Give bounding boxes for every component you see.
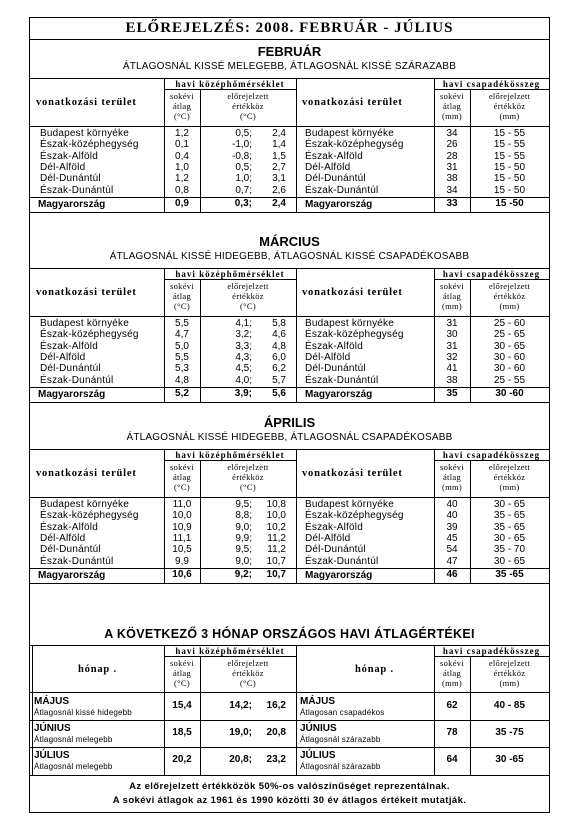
group-header-line — [164, 460, 296, 461]
temp-range-low: -1,0; — [231, 139, 252, 151]
col-divider — [296, 645, 297, 775]
summary-temp-range-low: 14,2; — [229, 700, 252, 711]
col-divider — [470, 656, 471, 775]
summary-temp-desc: Átlagosnál melegebb — [34, 762, 113, 771]
temp-range-low: 4,0; — [235, 374, 252, 386]
precip-avg-header-line: átlag — [442, 101, 462, 111]
temp-region: Észak-középhegység — [40, 510, 139, 522]
temp-range-low: 0,5; — [235, 128, 252, 139]
precip-total-avg: 35 — [446, 387, 458, 399]
precip-range: 30 - 65 — [493, 340, 526, 352]
precip-avg: 54 — [446, 544, 458, 556]
temp-group-header: havi középhőmérséklet — [175, 450, 285, 460]
precip-region: Észak-középhegység — [305, 139, 404, 151]
temp-range-high: 2,7 — [272, 161, 286, 173]
temp-range-high: 1,5 — [272, 150, 286, 162]
table-header-line — [30, 316, 549, 317]
summary-precip-range: 35 -75 — [495, 727, 524, 738]
precip-region: Dél-Alföld — [305, 161, 351, 173]
temp-avg-header-line: átlag — [172, 668, 192, 678]
temp-group-header: havi középhőmérséklet — [175, 646, 285, 656]
temp-avg-header-line: (°C) — [174, 111, 190, 121]
temp-avg: 4,8 — [175, 374, 189, 386]
precip-range-header-line: értékköz — [493, 291, 526, 301]
temp-range-high: 5,7 — [272, 374, 286, 386]
precip-range: 25 - 65 — [493, 329, 526, 341]
precip-avg: 38 — [446, 173, 458, 185]
precip-range: 15 - 50 — [493, 161, 526, 173]
area-header: vonatkozási terület — [36, 468, 137, 479]
summary-row-line — [30, 720, 549, 721]
summary-precip-avg: 64 — [446, 754, 458, 765]
month-description: ÁTLAGOSNÁL KISSÉ HIDEGEBB, ÁTLAGOSNÁL KISSÉ CSAPADÉKOSABB — [109, 251, 470, 262]
temp-range-header-line: értékköz — [232, 291, 264, 301]
temp-total-range-high: 10,7 — [266, 568, 286, 580]
precip-total-region: Magyarország — [305, 388, 373, 400]
precip-range: 15 - 55 — [493, 150, 526, 162]
temp-avg: 11,1 — [172, 532, 192, 544]
precip-range: 25 - 60 — [493, 318, 526, 329]
temp-avg: 0,8 — [175, 184, 189, 196]
precip-avg: 26 — [446, 139, 458, 151]
group-header-line — [434, 460, 549, 461]
temp-range-header-line: (°C) — [240, 482, 256, 492]
temp-region: Észak-Alföld — [40, 340, 98, 352]
temp-avg: 0,1 — [175, 139, 189, 151]
precip-total-range: 15 -50 — [495, 197, 524, 209]
precip-range: 25 - 55 — [493, 374, 526, 386]
precip-region: Észak-középhegység — [305, 510, 404, 522]
temp-avg: 5,3 — [175, 363, 189, 375]
precip-avg: 31 — [446, 340, 458, 352]
temp-region: Budapest környéke — [40, 128, 130, 139]
area-header: vonatkozási terület — [36, 97, 137, 108]
temp-range-header-line: előrejelzett — [227, 462, 269, 472]
precip-avg: 34 — [446, 184, 458, 196]
temp-range-low: -0,8; — [231, 150, 252, 162]
temp-range-low: 0,5; — [235, 161, 252, 173]
temp-range-low: 4,1; — [235, 318, 252, 329]
precip-range: 30 - 65 — [493, 555, 526, 567]
temp-avg: 5,5 — [175, 351, 189, 363]
col-divider — [296, 78, 297, 212]
temp-range-low: 3,3; — [235, 340, 252, 352]
summary-temp-range-high: 20,8 — [266, 727, 286, 738]
temp-total-region: Magyarország — [38, 198, 106, 210]
summary-precip-desc: Átlagosnál szárazabb — [300, 735, 381, 744]
precip-range: 15 - 55 — [493, 128, 526, 139]
precip-region: Dél-Alföld — [305, 351, 351, 363]
summary-header-line — [30, 692, 549, 693]
summary-precip-desc: Átlagosnál szárazabb — [300, 762, 381, 771]
group-header-line — [434, 89, 549, 90]
precip-region: Észak-Alföld — [305, 150, 363, 162]
precip-avg-header-line: átlag — [442, 668, 462, 678]
precip-total-region: Magyarország — [305, 198, 373, 210]
precip-range-header-line: előrejelzett — [488, 658, 531, 668]
group-header-line — [164, 89, 296, 90]
temp-avg: 10,0 — [172, 510, 192, 522]
temp-region: Dél-Dunántúl — [40, 544, 101, 556]
month-name: FEBRUÁR — [257, 44, 322, 59]
temp-region: Észak-Dunántúl — [40, 374, 114, 386]
precip-avg: 40 — [446, 510, 458, 522]
temp-avg-header-line: (°C) — [174, 678, 190, 688]
temp-range-header-line: (°C) — [240, 678, 256, 688]
summary-title: A KÖVETKEZŐ 3 HÓNAP ORSZÁGOS HAVI ÁTLAGÉRTÉKEI — [104, 627, 475, 641]
precip-total-range: 35 -65 — [495, 568, 524, 580]
precip-avg-header-line: (mm) — [441, 482, 463, 492]
temp-range-high: 11,2 — [267, 544, 286, 556]
temp-range-low: 9,5; — [235, 544, 252, 556]
temp-range-low: 4,3; — [235, 351, 252, 363]
precip-avg-header-line: sokévi — [440, 281, 464, 291]
table-bottom-line — [30, 212, 549, 213]
total-top-line — [30, 568, 549, 569]
summary-temp-avg: 15,4 — [172, 700, 192, 711]
summary-month: MÁJUS — [34, 696, 70, 707]
temp-total-region: Magyarország — [38, 569, 106, 581]
summary-group-line — [434, 656, 549, 657]
precip-total-range: 30 -60 — [495, 387, 524, 399]
area-header: vonatkozási terület — [302, 287, 403, 298]
precip-avg: 39 — [446, 521, 458, 533]
precip-avg: 31 — [446, 161, 458, 173]
temp-avg: 0,4 — [175, 150, 189, 162]
precip-range: 30 - 60 — [493, 363, 526, 375]
table-bottom-line — [30, 583, 549, 584]
temp-range-header-line: előrejelzett — [227, 91, 269, 101]
precip-region: Észak-Dunántúl — [305, 555, 379, 567]
area-header: vonatkozási terület — [302, 97, 403, 108]
temp-region: Észak-Alföld — [40, 150, 98, 162]
precip-range-header-line: (mm) — [499, 111, 520, 121]
precip-range-header-line: értékköz — [493, 101, 526, 111]
footnote: A sokévi átlagok az 1961 és 1990 közötti 30 év átlagos értékeit mutatják. — [112, 795, 467, 806]
summary-month-header: hónap . — [355, 664, 394, 675]
table-header-line — [30, 497, 549, 498]
summary-temp-range-low: 19,0; — [229, 727, 252, 738]
summary-month: MÁJUS — [300, 696, 336, 707]
temp-avg-header-line: sokévi — [170, 91, 194, 101]
summary-temp-range-low: 20,8; — [229, 754, 252, 765]
precip-region: Budapest környéke — [305, 318, 395, 329]
temp-range-high: 3,1 — [272, 173, 286, 185]
summary-temp-avg: 18,5 — [172, 727, 192, 738]
area-header: vonatkozási terület — [36, 287, 137, 298]
summary-temp-range-high: 23,2 — [266, 754, 286, 765]
col-divider — [32, 645, 33, 775]
temp-range-header-line: előrejelzett — [227, 281, 269, 291]
summary-precip-avg: 78 — [446, 727, 458, 738]
temp-region: Észak-Alföld — [40, 521, 98, 533]
precip-avg-header-line: sokévi — [440, 658, 464, 668]
precip-range: 15 - 50 — [493, 173, 526, 185]
temp-total-range-low: 0,3; — [234, 197, 252, 209]
precip-range: 30 - 65 — [493, 532, 526, 544]
summary-bottom-line — [30, 775, 549, 776]
temp-total-range-high: 5,6 — [272, 387, 286, 399]
precip-avg: 30 — [446, 329, 458, 341]
precip-range: 15 - 50 — [493, 184, 526, 196]
temp-region: Dél-Alföld — [40, 351, 86, 363]
summary-group-line — [164, 656, 296, 657]
temp-avg-header-line: átlag — [172, 472, 192, 482]
precip-group-header: havi csapadékösszeg — [442, 79, 541, 89]
month-description: ÁTLAGOSNÁL KISSÉ MELEGEBB, ÁTLAGOSNÁL KISSÉ SZÁRAZABB — [122, 61, 457, 72]
temp-region: Dél-Dunántúl — [40, 363, 101, 375]
group-header-line — [164, 279, 296, 280]
summary-month: JÚLIUS — [300, 750, 336, 761]
precip-region: Dél-Dunántúl — [305, 544, 366, 556]
summary-month: JÚLIUS — [34, 750, 70, 761]
precip-avg: 32 — [446, 351, 458, 363]
temp-total-range-high: 2,4 — [272, 197, 286, 209]
summary-precip-range: 30 -65 — [495, 754, 524, 765]
temp-range-header-line: értékköz — [232, 101, 264, 111]
summary-month: JÚNIUS — [34, 723, 71, 734]
temp-range-low: 9,0; — [235, 555, 252, 567]
temp-range-high: 4,8 — [272, 340, 286, 352]
temp-avg: 1,2 — [175, 128, 189, 139]
temp-total-region: Magyarország — [38, 388, 106, 400]
precip-group-header: havi csapadékösszeg — [442, 646, 541, 656]
temp-range-high: 2,6 — [272, 184, 286, 196]
precip-region: Észak-Dunántúl — [305, 374, 379, 386]
precip-region: Észak-középhegység — [305, 329, 404, 341]
summary-temp-range-high: 16,2 — [266, 700, 286, 711]
temp-avg-header-line: sokévi — [170, 281, 194, 291]
temp-range-high: 2,4 — [272, 128, 286, 139]
precip-region: Észak-Alföld — [305, 521, 363, 533]
precip-avg: 28 — [446, 150, 458, 162]
summary-temp-desc: Átlagosnál kissé hidegebb — [34, 708, 132, 717]
temp-avg: 10,5 — [172, 544, 192, 556]
table-header-line — [30, 126, 549, 127]
summary-row-line — [30, 747, 549, 748]
temp-range-low: 8,8; — [235, 510, 252, 522]
precip-avg-header-line: átlag — [442, 472, 462, 482]
precip-range-header-line: előrejelzett — [488, 91, 531, 101]
col-divider — [296, 449, 297, 583]
summary-precip-range: 40 - 85 — [493, 700, 526, 711]
precip-avg-header-line: (mm) — [441, 111, 463, 121]
total-top-line — [30, 387, 549, 388]
temp-region: Budapest környéke — [40, 318, 130, 329]
precip-range-header-line: előrejelzett — [488, 281, 531, 291]
temp-avg-header-line: (°C) — [174, 482, 190, 492]
temp-range-header-line: (°C) — [240, 301, 256, 311]
month-name: MÁRCIUS — [259, 234, 320, 249]
temp-avg: 9,9 — [175, 555, 189, 567]
precip-region: Budapest környéke — [305, 128, 395, 139]
area-header: vonatkozási terület — [302, 468, 403, 479]
precip-avg: 47 — [446, 555, 458, 567]
temp-region: Észak-Dunántúl — [40, 555, 114, 567]
precip-avg: 34 — [446, 128, 458, 139]
temp-range-header-line: értékköz — [232, 472, 264, 482]
temp-range-high: 10,2 — [266, 521, 286, 533]
summary-precip-avg: 62 — [446, 700, 458, 711]
col-divider — [296, 268, 297, 402]
temp-avg: 1,2 — [175, 173, 189, 185]
precip-range: 35 - 65 — [493, 521, 526, 533]
temp-range-low: 3,2; — [235, 329, 252, 341]
temp-range-low: 9,5; — [235, 499, 252, 510]
col-divider — [200, 656, 201, 775]
summary-precip-desc: Átlagosan csapadékos — [300, 708, 385, 717]
temp-range-high: 6,2 — [272, 363, 286, 375]
document-title: ELŐREJELZÉS: 2008. FEBRUÁR - JÚLIUS — [30, 18, 549, 40]
footnote: Az előrejelzett értékközök 50%-os valószínűséget reprezentálnak. — [129, 781, 450, 792]
month-name: ÁPRILIS — [263, 415, 316, 430]
precip-region: Dél-Dunántúl — [305, 363, 366, 375]
temp-range-high: 10,8 — [266, 499, 286, 510]
temp-avg-header-line: átlag — [172, 291, 192, 301]
temp-range-high: 11,2 — [267, 532, 286, 544]
precip-group-header: havi csapadékösszeg — [442, 269, 541, 279]
temp-range-high: 6,0 — [272, 351, 286, 363]
temp-group-header: havi középhőmérséklet — [175, 79, 285, 89]
temp-avg: 1,0 — [175, 161, 189, 173]
temp-region: Dél-Alföld — [40, 161, 86, 173]
precip-avg: 40 — [446, 499, 458, 510]
precip-range-header-line: értékköz — [493, 668, 526, 678]
col-divider — [434, 645, 435, 775]
temp-avg: 5,0 — [175, 340, 189, 352]
temp-group-header: havi középhőmérséklet — [175, 269, 285, 279]
precip-range: 15 - 55 — [493, 139, 526, 151]
precip-total-avg: 46 — [446, 568, 458, 580]
temp-region: Észak-középhegység — [40, 329, 139, 341]
temp-range-low: 9,9; — [235, 532, 252, 544]
summary-temp-desc: Átlagosnál melegebb — [34, 735, 113, 744]
forecast-document — [29, 17, 550, 813]
col-divider — [164, 645, 165, 775]
group-header-line — [434, 279, 549, 280]
temp-avg-header-line: (°C) — [174, 301, 190, 311]
precip-range: 35 - 65 — [493, 510, 526, 522]
temp-range-low: 9,0; — [235, 521, 252, 533]
precip-range: 30 - 60 — [493, 351, 526, 363]
temp-range-header-line: (°C) — [240, 111, 256, 121]
precip-range-header-line: (mm) — [499, 482, 520, 492]
precip-avg-header-line: sokévi — [440, 91, 464, 101]
temp-region: Észak-középhegység — [40, 139, 139, 151]
temp-region: Dél-Alföld — [40, 532, 86, 544]
temp-range-header-line: előrejelzett — [227, 658, 269, 668]
temp-range-high: 10,0 — [266, 510, 286, 522]
precip-region: Dél-Dunántúl — [305, 173, 366, 185]
precip-range-header-line: értékköz — [493, 472, 526, 482]
precip-range: 35 - 70 — [493, 544, 526, 556]
precip-range-header-line: (mm) — [499, 678, 520, 688]
precip-total-region: Magyarország — [305, 569, 373, 581]
temp-total-avg: 0,9 — [175, 197, 189, 209]
temp-range-low: 4,5; — [235, 363, 252, 375]
precip-range-header-line: (mm) — [499, 301, 520, 311]
temp-region: Észak-Dunántúl — [40, 184, 114, 196]
precip-avg-header-line: sokévi — [440, 462, 464, 472]
precip-total-avg: 33 — [446, 197, 458, 209]
temp-total-avg: 10,6 — [172, 568, 192, 580]
precip-region: Dél-Alföld — [305, 532, 351, 544]
total-top-line — [30, 197, 549, 198]
temp-avg: 10,9 — [172, 521, 192, 533]
temp-avg: 4,7 — [175, 329, 189, 341]
temp-range-low: 0,7; — [235, 184, 252, 196]
precip-avg: 38 — [446, 374, 458, 386]
precip-region: Észak-Alföld — [305, 340, 363, 352]
temp-range-low: 1,0; — [235, 173, 252, 185]
temp-avg: 11,0 — [172, 499, 192, 510]
precip-avg-header-line: (mm) — [441, 678, 463, 688]
summary-month: JÚNIUS — [300, 723, 337, 734]
summary-temp-avg: 20,2 — [172, 754, 192, 765]
precip-group-header: havi csapadékösszeg — [442, 450, 541, 460]
precip-avg: 31 — [446, 318, 458, 329]
precip-region: Budapest környéke — [305, 499, 395, 510]
temp-avg-header-line: sokévi — [170, 462, 194, 472]
precip-region: Észak-Dunántúl — [305, 184, 379, 196]
temp-range-high: 5,8 — [272, 318, 286, 329]
precip-range-header-line: előrejelzett — [488, 462, 531, 472]
table-bottom-line — [30, 402, 549, 403]
temp-avg-header-line: átlag — [172, 101, 192, 111]
precip-avg: 41 — [446, 363, 458, 375]
precip-avg-header-line: átlag — [442, 291, 462, 301]
temp-range-header-line: értékköz — [232, 668, 264, 678]
precip-avg: 45 — [446, 532, 458, 544]
temp-range-high: 1,4 — [272, 139, 286, 151]
temp-total-range-low: 9,2; — [234, 568, 252, 580]
temp-total-range-low: 3,9; — [234, 387, 252, 399]
temp-range-high: 10,7 — [266, 555, 286, 567]
temp-avg-header-line: sokévi — [170, 658, 194, 668]
precip-range: 30 - 65 — [493, 499, 526, 510]
summary-month-header: hónap . — [78, 664, 117, 675]
temp-region: Budapest környéke — [40, 499, 130, 510]
temp-avg: 5,5 — [175, 318, 189, 329]
temp-region: Dél-Dunántúl — [40, 173, 101, 185]
precip-avg-header-line: (mm) — [441, 301, 463, 311]
temp-range-high: 4,6 — [272, 329, 286, 341]
temp-total-avg: 5,2 — [175, 387, 189, 399]
month-description: ÁTLAGOSNÁL KISSÉ HIDEGEBB, ÁTLAGOSNÁL CSAPADÉKOSABB — [126, 432, 453, 443]
